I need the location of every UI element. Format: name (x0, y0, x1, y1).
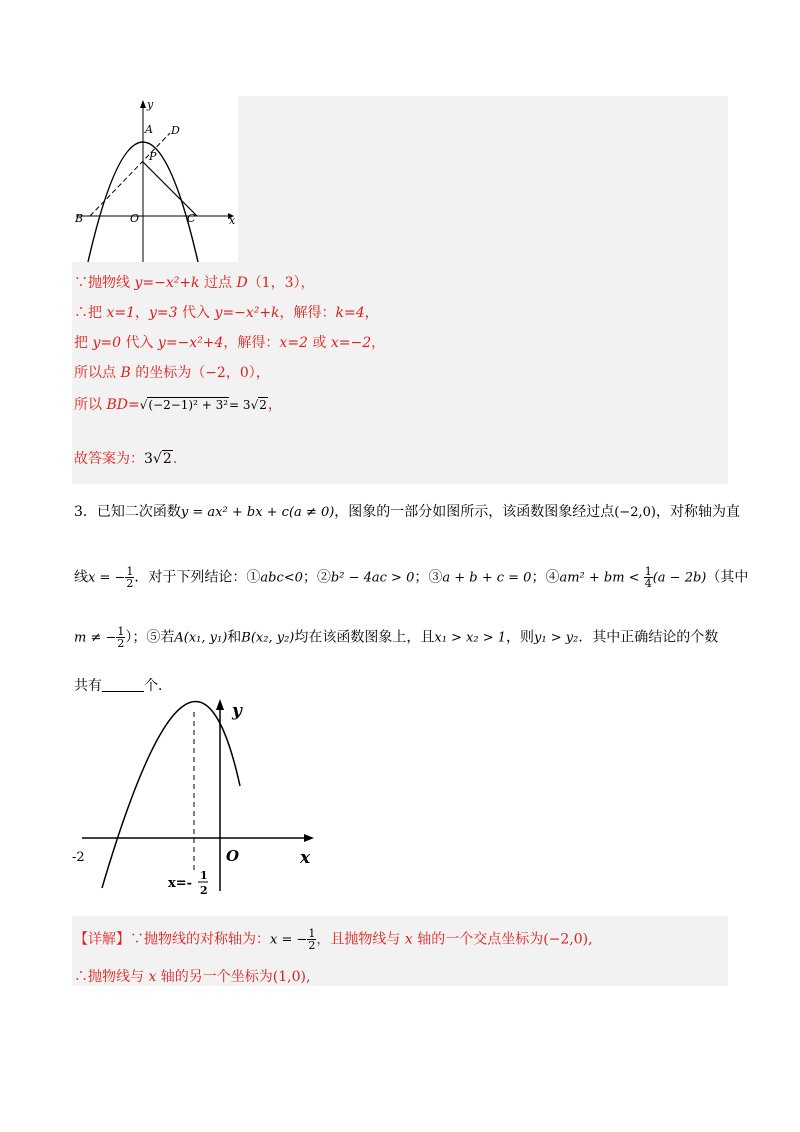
detail-line-2: ∴抛物线与 x 轴的另一个坐标为(1,0), (74, 969, 311, 985)
solution-line-4: 所以点 B 的坐标为（−2，0）， (74, 365, 270, 381)
x-axis-arrow (304, 834, 314, 842)
label-b: B (75, 212, 84, 225)
label-x: x (229, 214, 236, 227)
label-axis-eq: x=- (168, 876, 193, 891)
label-a: A (145, 123, 153, 136)
label-axis-den: 2 (200, 884, 208, 897)
label-p: P (149, 150, 157, 163)
label-y: y (147, 98, 154, 111)
label-c: C (187, 212, 196, 225)
question-3-line-4: 共有 个． (74, 678, 172, 694)
figure-1 (72, 96, 238, 262)
solution-line-1: ∵抛物线 y=−x²+k 过点 D（1，3）， (74, 275, 315, 291)
detail-line-1: 【详解】∵抛物线的对称轴为：x = − $\frac{1}{2}$ ，且抛物线与 x 轴的一个交点坐标为(−2,0), (74, 927, 593, 952)
parabola-figure-1 (72, 96, 238, 262)
label-d: D (171, 124, 180, 137)
label-axis-num: 1 (200, 869, 208, 882)
y-axis-arrow (216, 699, 224, 710)
label-x: x (300, 848, 311, 868)
solution-line-3: 把 y=0 代入 y=−x²+4，解得：x=2 或 x=−2， (74, 335, 386, 351)
label-origin: O (226, 847, 240, 865)
label-o: O (130, 212, 140, 225)
solution-line-2: ∴把 x=1，y=3 代入 y=−x²+k，解得：k=4， (74, 305, 379, 321)
label-neg-2: -2 (72, 850, 85, 865)
parabola-figure-2 (72, 696, 332, 906)
y-axis-arrow (140, 100, 146, 108)
label-y: y (232, 701, 242, 721)
solution-line-5: 所以 BD=√(−2−1)² + 3²= 3√2， (74, 397, 282, 413)
question-3-line-3: m ≠ − $\frac{1}{2}$ ）；⑤若A(x₁, y₁)和B(x₂, y₂)均在该函数图象上，且x₁ > x₂ > 1，则y₁ > y₂．其中正确结论的个数 (74, 625, 719, 650)
question-3-line-2: 线x = − $\frac{1}{2}$ ．对于下列结论：①abc<0；②b² − 4ac > 0；③a + b + c = 0；④am² + bm < $\frac{1}{4}$ (a − 2b)（其中 (74, 565, 749, 590)
segment-bd-dashed (90, 133, 170, 216)
question-3-line-1: 3．已知二次函数y = ax² + bx + c(a ≠ 0)，图象的一部分如图所示，该函数图象经过点(−2,0)，对称轴为直 (74, 504, 741, 520)
solution-line-6: 故答案为：3√2. (74, 451, 178, 467)
answer-blank (102, 677, 144, 692)
